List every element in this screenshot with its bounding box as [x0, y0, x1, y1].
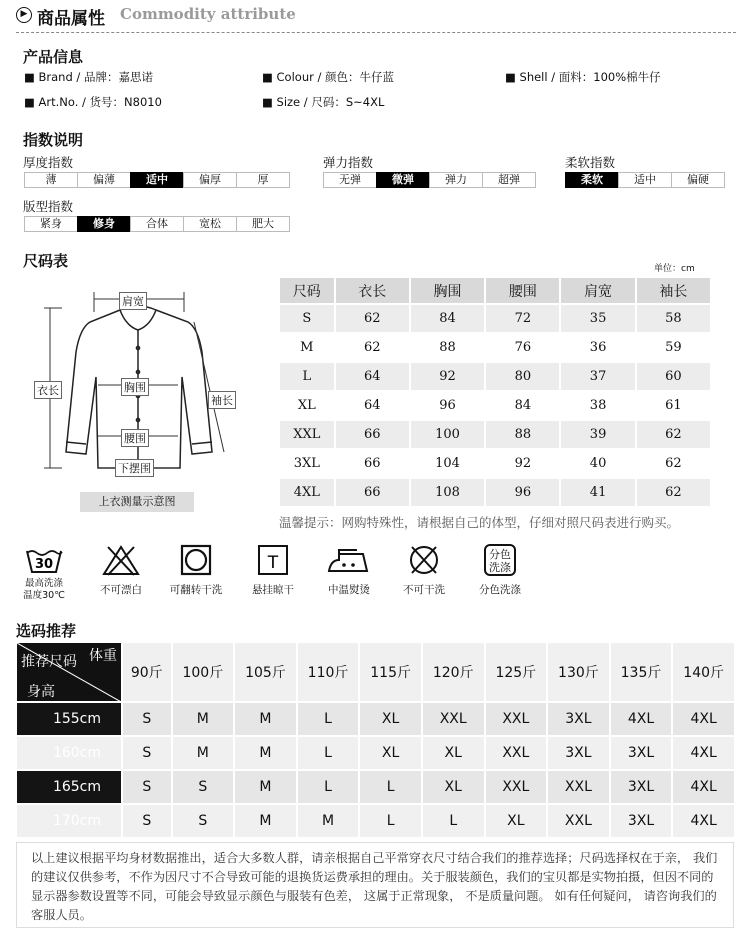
- corner-height-label: 身高: [27, 684, 55, 700]
- recommend-size-cell: L: [359, 804, 422, 838]
- size-cell: 88: [485, 420, 560, 449]
- tumble-dry-icon: [164, 544, 228, 576]
- recommend-size-cell: L: [297, 702, 360, 736]
- thickness-option: 厚: [236, 172, 290, 188]
- weight-header: 100斤: [172, 642, 235, 702]
- care-label: 分色洗涤: [479, 584, 521, 596]
- thickness-option: 偏厚: [183, 172, 237, 188]
- size-cell: 尺码: [279, 277, 335, 304]
- shell-info: ■ Shell / 面料：100%棉牛仔: [505, 70, 661, 84]
- diagram-sleeve-label: 袖长: [208, 391, 236, 409]
- size-table-row: [279, 362, 711, 391]
- height-cell: 160cm: [16, 736, 122, 770]
- recommend-size-cell: XXL: [547, 804, 610, 838]
- softness-option: 适中: [618, 172, 672, 188]
- recommend-size-cell: XL: [359, 736, 422, 770]
- size-cell: 62: [636, 420, 711, 449]
- recommend-size-cell: S: [122, 702, 172, 736]
- diagram-hem-label: 下摆围: [115, 459, 154, 477]
- recommend-size-cell: S: [172, 804, 235, 838]
- weight-header: 125斤: [485, 642, 548, 702]
- thickness-scale: [24, 172, 289, 188]
- size-cell: 64: [335, 391, 410, 420]
- care-item: [164, 544, 228, 597]
- recommend-size-cell: 4XL: [610, 702, 673, 736]
- size-info: ■ Size / 尺码：S~4XL: [262, 95, 385, 109]
- height-cell: 155cm: [16, 702, 122, 736]
- unit-label: 单位：cm: [654, 264, 695, 274]
- elasticity-label: 弹力指数: [323, 155, 374, 170]
- size-cell: 胸围: [410, 277, 485, 304]
- size-cell: 88: [410, 333, 485, 362]
- recommend-size-cell: 3XL: [547, 736, 610, 770]
- elasticity-option: 弹力: [429, 172, 483, 188]
- thickness-label: 厚度指数: [23, 155, 74, 170]
- thickness-option: 适中: [130, 172, 184, 188]
- recommend-title: 选码推荐: [16, 622, 77, 640]
- care-label: 悬挂晾干: [252, 584, 294, 596]
- recommend-size-cell: S: [122, 804, 172, 838]
- recommend-size-cell: XXL: [547, 770, 610, 804]
- fit-option: 宽松: [183, 216, 237, 232]
- softness-scale: [565, 172, 724, 188]
- size-cell: 3XL: [279, 449, 335, 478]
- size-tip: 温馨提示：网购特殊性，请根据自己的体型，仔细对照尺码表进行购买。: [279, 515, 680, 530]
- size-cell: 肩宽: [560, 277, 635, 304]
- thickness-option: 偏薄: [77, 172, 131, 188]
- recommend-size-cell: M: [172, 736, 235, 770]
- recommend-size-cell: XL: [359, 702, 422, 736]
- diagram-caption: 上衣测量示意图: [80, 492, 194, 512]
- size-cell: 96: [410, 391, 485, 420]
- softness-option: 柔软: [565, 172, 619, 188]
- recommend-row: [16, 770, 735, 804]
- header-title-en: Commodity attribute: [120, 5, 296, 23]
- elasticity-option: 微弹: [376, 172, 430, 188]
- height-cell: 165cm: [16, 770, 122, 804]
- weight-header: 130斤: [547, 642, 610, 702]
- corner-weight-label: 体重: [89, 648, 117, 664]
- fit-option: 修身: [77, 216, 131, 232]
- recommend-corner: [16, 642, 122, 702]
- recommend-size-cell: S: [122, 770, 172, 804]
- weight-header: 140斤: [672, 642, 735, 702]
- size-cell: 66: [335, 420, 410, 449]
- index-title: 指数说明: [23, 131, 84, 149]
- size-cell: 38: [560, 391, 635, 420]
- recommend-size-cell: XL: [485, 804, 548, 838]
- recommend-size-cell: 4XL: [672, 804, 735, 838]
- recommend-size-cell: 3XL: [610, 804, 673, 838]
- recommend-size-cell: XXL: [485, 770, 548, 804]
- product-info-title: 产品信息: [23, 48, 84, 66]
- care-label: 最高洗涤 温度30℃: [23, 578, 65, 601]
- weight-header: 135斤: [610, 642, 673, 702]
- no-dry-clean-icon: [397, 544, 451, 576]
- recommend-size-cell: L: [297, 736, 360, 770]
- svg-text:T: T: [267, 553, 279, 573]
- size-cell: 39: [560, 420, 635, 449]
- header-title-cn: 商品属性: [37, 9, 105, 29]
- fit-scale: [24, 216, 289, 232]
- elasticity-scale: [323, 172, 535, 188]
- diagram-chest-label: 胸围: [121, 378, 149, 396]
- care-item: [246, 544, 300, 597]
- size-cell: 59: [636, 333, 711, 362]
- height-cell: 170cm: [16, 804, 122, 838]
- size-table-row: [279, 304, 711, 333]
- care-item: [397, 544, 451, 597]
- size-cell: 衣长: [335, 277, 410, 304]
- diagram-waist-label: 腰围: [121, 429, 149, 447]
- artno-info: ■ Art.No. / 货号：N8010: [24, 95, 162, 109]
- size-cell: 61: [636, 391, 711, 420]
- recommend-size-cell: XXL: [485, 736, 548, 770]
- size-table: [278, 276, 712, 508]
- arrow-icon: ▶: [16, 7, 32, 23]
- size-cell: L: [279, 362, 335, 391]
- size-cell: 62: [335, 333, 410, 362]
- fit-option: 紧身: [24, 216, 78, 232]
- recommend-size-cell: 4XL: [672, 702, 735, 736]
- diagram-shoulder-label: 肩宽: [119, 292, 147, 310]
- size-cell: 92: [485, 449, 560, 478]
- size-cell: 104: [410, 449, 485, 478]
- separate-wash-icon: 分色 洗涤: [472, 544, 528, 576]
- size-cell: 66: [335, 478, 410, 507]
- size-cell: M: [279, 333, 335, 362]
- thickness-option: 薄: [24, 172, 78, 188]
- size-cell: XXL: [279, 420, 335, 449]
- care-label: 可翻转干洗: [169, 584, 223, 596]
- size-cell: 58: [636, 304, 711, 333]
- size-cell: 62: [636, 478, 711, 507]
- weight-header: 120斤: [422, 642, 485, 702]
- size-cell: 84: [485, 391, 560, 420]
- recommend-size-cell: L: [422, 804, 485, 838]
- recommend-size-cell: 3XL: [547, 702, 610, 736]
- colour-info: ■ Colour / 颜色：牛仔蓝: [262, 70, 395, 84]
- hang-dry-icon: [246, 544, 300, 576]
- corner-size-label: 推荐尺码: [21, 654, 77, 670]
- weight-header: 105斤: [234, 642, 297, 702]
- recommend-size-cell: S: [122, 736, 172, 770]
- fit-option: 肥大: [236, 216, 290, 232]
- size-table-row: [279, 333, 711, 362]
- recommend-size-cell: M: [234, 702, 297, 736]
- recommend-size-cell: 3XL: [610, 736, 673, 770]
- size-cell: 41: [560, 478, 635, 507]
- fit-label: 版型指数: [23, 199, 74, 214]
- elasticity-option: 超弹: [482, 172, 536, 188]
- elasticity-option: 无弹: [323, 172, 377, 188]
- size-table-row: [279, 420, 711, 449]
- size-cell: 37: [560, 362, 635, 391]
- size-table-row: [279, 391, 711, 420]
- wash-30-icon: [18, 544, 70, 576]
- recommend-size-cell: S: [172, 770, 235, 804]
- diagram-length-label: 衣长: [34, 381, 62, 399]
- size-cell: S: [279, 304, 335, 333]
- recommend-size-cell: 4XL: [672, 770, 735, 804]
- iron-medium-icon: [320, 544, 378, 576]
- size-cell: 40: [560, 449, 635, 478]
- size-cell: 袖长: [636, 277, 711, 304]
- recommend-size-cell: M: [297, 804, 360, 838]
- size-cell: 60: [636, 362, 711, 391]
- weight-header: 110斤: [297, 642, 360, 702]
- care-item: [94, 544, 148, 597]
- size-cell: 62: [636, 449, 711, 478]
- recommend-size-cell: XL: [422, 770, 485, 804]
- size-cell: 100: [410, 420, 485, 449]
- care-label: 不可干洗: [403, 584, 445, 596]
- softness-option: 偏硬: [671, 172, 725, 188]
- size-cell: 72: [485, 304, 560, 333]
- recommend-header-row: [16, 642, 735, 702]
- weight-header: 90斤: [122, 642, 172, 702]
- size-cell: 96: [485, 478, 560, 507]
- no-bleach-icon: [94, 544, 148, 576]
- divider: [16, 32, 736, 33]
- size-cell: 4XL: [279, 478, 335, 507]
- softness-label: 柔软指数: [565, 155, 616, 170]
- recommend-size-cell: 4XL: [672, 736, 735, 770]
- size-cell: 64: [335, 362, 410, 391]
- size-cell: 80: [485, 362, 560, 391]
- size-cell: 62: [335, 304, 410, 333]
- care-item: [320, 544, 378, 597]
- care-item: [18, 544, 70, 602]
- care-item: [472, 544, 528, 597]
- weight-header: 115斤: [359, 642, 422, 702]
- recommend-size-cell: M: [234, 736, 297, 770]
- size-cell: 36: [560, 333, 635, 362]
- section-header: [0, 0, 750, 28]
- recommend-size-cell: XXL: [422, 702, 485, 736]
- size-cell: 108: [410, 478, 485, 507]
- svg-text:30: 30: [34, 557, 54, 572]
- size-cell: 35: [560, 304, 635, 333]
- recommend-size-cell: XXL: [485, 702, 548, 736]
- recommend-size-cell: M: [234, 804, 297, 838]
- recommend-size-cell: XL: [422, 736, 485, 770]
- recommend-size-cell: 3XL: [610, 770, 673, 804]
- size-cell: XL: [279, 391, 335, 420]
- care-label: 中温熨烫: [328, 584, 370, 596]
- recommend-table: [15, 641, 736, 839]
- size-table-header: [279, 277, 711, 304]
- size-cell: 76: [485, 333, 560, 362]
- recommend-size-cell: M: [172, 702, 235, 736]
- recommend-row: [16, 736, 735, 770]
- size-cell: 66: [335, 449, 410, 478]
- recommend-note: 以上建议根据平均身材数据推出，适合大多数人群，请亲根据自己平常穿衣尺寸结合我们的推荐选择；尺码选择权在于亲， 我们的建议仅供参考，不作为因尺寸不合导致可能的退换货运费承担的理由。关于服装颜色，我们的宝贝都是实物拍摄，但因不同的显示器参数设置等不同，可能会导致显示颜色与服装有色差， 这属于正常现象， 不是质量问题。 如有任何疑问， 请咨询我们的客服人员。: [16, 842, 734, 928]
- recommend-row: [16, 804, 735, 838]
- fit-option: 合体: [130, 216, 184, 232]
- size-table-row: [279, 478, 711, 507]
- shirt-diagram: [22, 282, 258, 514]
- care-label: 不可漂白: [100, 584, 142, 596]
- recommend-size-cell: M: [234, 770, 297, 804]
- size-table-row: [279, 449, 711, 478]
- recommend-size-cell: L: [297, 770, 360, 804]
- size-cell: 84: [410, 304, 485, 333]
- size-cell: 腰围: [485, 277, 560, 304]
- size-cell: 92: [410, 362, 485, 391]
- size-chart-title: 尺码表: [23, 252, 69, 270]
- recommend-size-cell: L: [359, 770, 422, 804]
- brand-info: ■ Brand / 品牌：嘉思诺: [24, 70, 153, 84]
- recommend-row: [16, 702, 735, 736]
